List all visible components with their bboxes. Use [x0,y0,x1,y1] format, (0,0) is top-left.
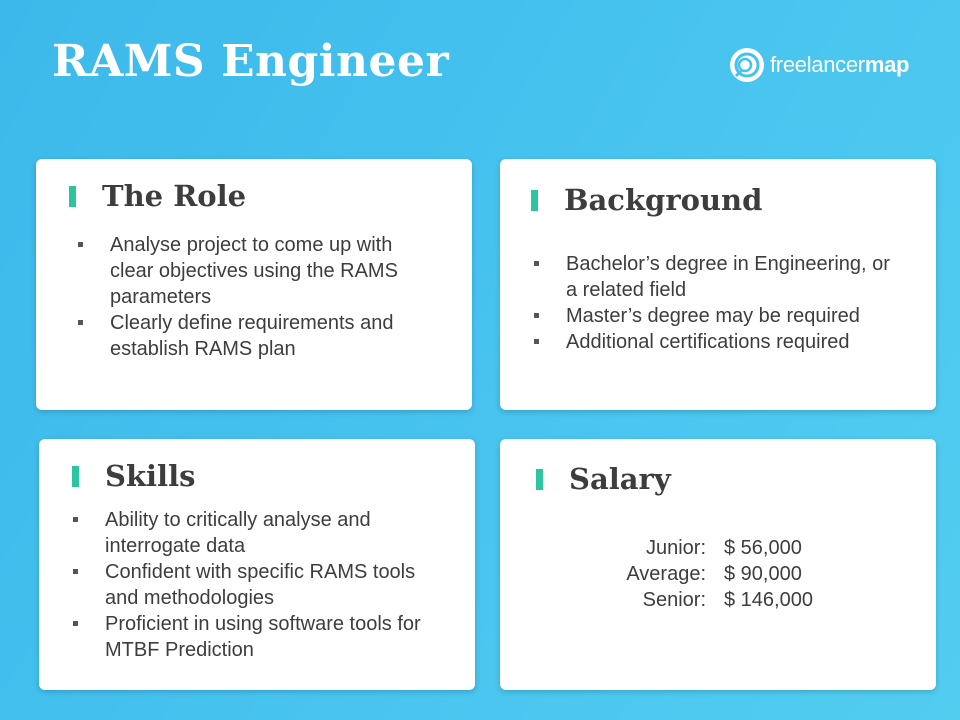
salary-label: Average: [626,563,706,585]
salary-value: $ 90,000 [724,563,802,585]
list-item: Master’s degree may be required [530,303,890,329]
background-card [500,159,936,410]
skills-card-header [72,459,195,493]
list-item: Ability to critically analyse and interrogate data [69,507,429,559]
background-list [530,251,890,355]
freelancermap-logo [728,44,909,86]
salary-table [500,535,936,613]
salary-card-header [536,462,671,496]
salary-heading: Salary [569,462,671,496]
skills-card [39,439,475,690]
page-title: RAMS Engineer [52,36,450,87]
salary-value: $ 56,000 [724,537,802,559]
logo-text-bold: map [864,52,910,77]
skills-heading: Skills [105,459,196,493]
salary-row-average [500,561,936,587]
list-item: Clearly define requirements and establish RAMS plan [74,310,424,362]
list-item: Proficient in using software tools for MTBF Prediction [69,611,429,663]
salary-label: Junior: [645,537,706,559]
logo-text-light: freelancer [770,52,865,77]
background-accent-bar [531,190,538,211]
salary-accent-bar [536,469,543,490]
role-list [74,232,424,362]
background-heading: Background [564,183,763,217]
logo-text [770,52,909,78]
salary-row-senior [500,587,936,613]
salary-value: $ 146,000 [724,589,813,611]
role-accent-bar [69,186,76,207]
role-card [36,159,472,410]
list-item: Bachelor’s degree in Engineering, or a related field [530,251,890,303]
list-item: Analyse project to come up with clear objectives using the RAMS parameters [74,232,424,310]
background-card-header [531,183,762,217]
role-heading: The Role [102,179,247,213]
list-item: Confident with specific RAMS tools and methodologies [69,559,429,611]
salary-row-junior [500,535,936,561]
role-card-header [69,179,246,213]
salary-label: Senior: [642,589,706,611]
freelancermap-logo-icon [728,46,766,84]
salary-card [500,439,936,690]
skills-accent-bar [72,466,79,487]
skills-list [69,507,429,663]
list-item: Additional certifications required [530,329,890,355]
